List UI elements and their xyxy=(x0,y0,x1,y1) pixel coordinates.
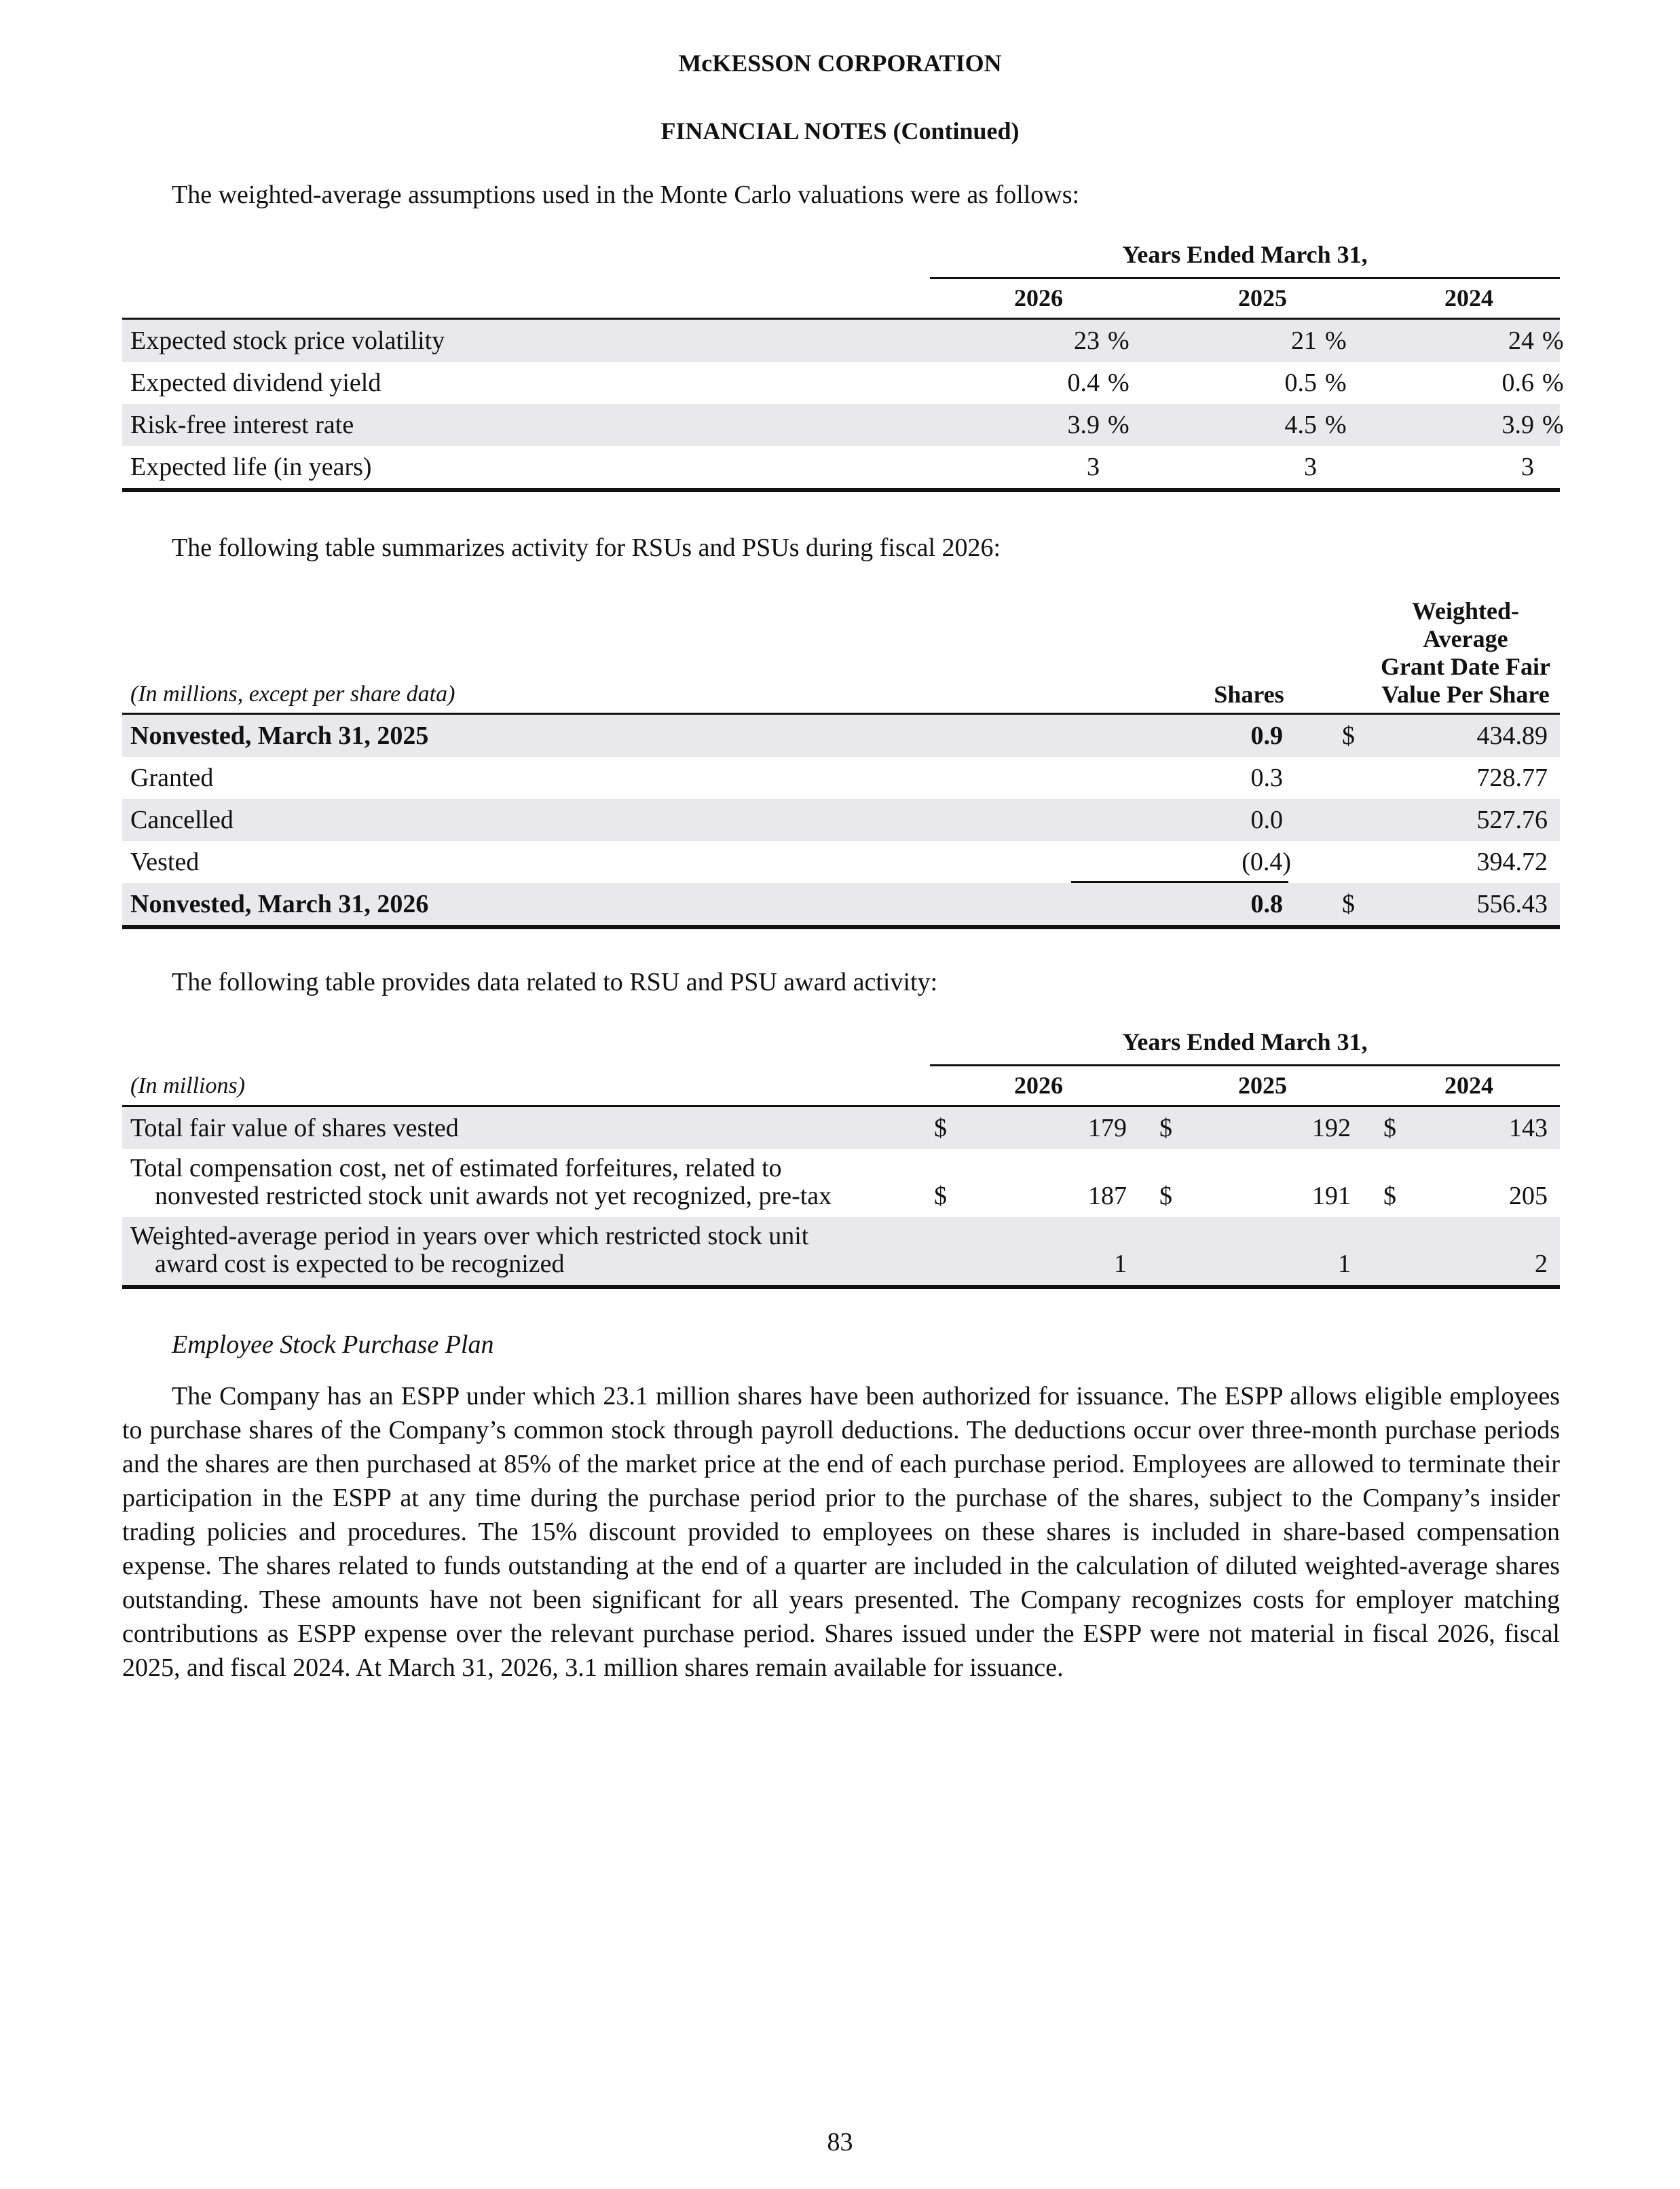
monte-carlo-table xyxy=(122,238,1564,495)
wa-value: 556.43 xyxy=(1476,890,1548,918)
espp-body xyxy=(122,1379,1560,1685)
currency-sign: $ xyxy=(1342,890,1355,918)
wa-header-line: Weighted- xyxy=(1412,597,1519,624)
year-header-2025: 2025 xyxy=(1238,1072,1287,1099)
percent-sign: % xyxy=(1108,326,1130,355)
table-bottom-rule xyxy=(122,925,1560,929)
wa-value: 434.89 xyxy=(1476,722,1548,750)
table-bottom-rule xyxy=(122,1285,1560,1289)
rsu-activity-intro: The following table summarizes activity for RSUs and PSUs during fiscal 2026: xyxy=(172,534,1001,562)
table-row xyxy=(122,404,1564,446)
table-row xyxy=(122,715,1560,757)
value-2025: 191 xyxy=(1312,1182,1351,1210)
table-row xyxy=(122,1149,1560,1217)
wa-value: 394.72 xyxy=(1476,848,1548,876)
table-bottom-rule xyxy=(122,488,1560,492)
shares-value: 0.8 xyxy=(1250,890,1283,918)
value-2026: 23 xyxy=(1074,326,1100,355)
award-activity-intro: The following table provides data related to RSU and PSU award activity: xyxy=(172,968,938,996)
percent-sign: % xyxy=(1325,369,1347,397)
year-header-2026: 2026 xyxy=(1014,1072,1063,1099)
value-2024: 3 xyxy=(1521,453,1534,481)
year-header-2024: 2024 xyxy=(1444,284,1493,312)
percent-sign: % xyxy=(1542,326,1564,355)
row-label: Nonvested, March 31, 2026 xyxy=(130,890,429,918)
row-label: Cancelled xyxy=(130,806,234,834)
currency-sign: $ xyxy=(934,1182,947,1210)
value-2026: 3.9 xyxy=(1067,411,1100,439)
wa-value: 728.77 xyxy=(1476,764,1548,792)
row-label: Expected life (in years) xyxy=(130,453,372,481)
table-row xyxy=(122,841,1560,883)
table-group-header: Years Ended March 31, xyxy=(1122,1028,1368,1055)
value-2026: 3 xyxy=(1087,453,1100,481)
wa-header-line: Grant Date Fair xyxy=(1381,653,1550,680)
header-rule xyxy=(930,277,1560,279)
row-label: Vested xyxy=(130,848,200,876)
wa-header-line: Average xyxy=(1423,625,1508,652)
value-2024: 0.6 xyxy=(1501,369,1534,397)
percent-sign: % xyxy=(1325,326,1347,355)
wa-value: 527.76 xyxy=(1476,806,1548,834)
row-label-line: Weighted-average period in years over which restricted stock unit xyxy=(130,1222,809,1250)
shares-value: 0.9 xyxy=(1250,722,1283,750)
row-label-line: nonvested restricted stock unit awards not yet recognized, pre-tax xyxy=(155,1182,832,1210)
table-row xyxy=(122,362,1564,404)
row-label: Expected dividend yield xyxy=(130,369,381,397)
table-row xyxy=(122,799,1560,841)
shares-header: Shares xyxy=(1214,681,1284,708)
value-2025: 21 xyxy=(1291,326,1317,355)
row-label: Total fair value of shares vested xyxy=(130,1114,459,1142)
row-label: Expected stock price volatility xyxy=(130,326,445,355)
row-label-line: Total compensation cost, net of estimated forfeitures, related to xyxy=(130,1154,782,1182)
currency-sign: $ xyxy=(1383,1114,1396,1142)
year-header-2025: 2025 xyxy=(1238,284,1287,312)
page-number: 83 xyxy=(827,2128,853,2156)
monte-carlo-intro: The weighted-average assumptions used in the Monte Carlo valuations were as follows: xyxy=(172,181,1080,209)
percent-sign: % xyxy=(1108,369,1130,397)
company-name: McKESSON CORPORATION xyxy=(678,50,1002,77)
value-2024: 143 xyxy=(1509,1114,1548,1142)
shares-value: 0.0 xyxy=(1250,806,1283,834)
currency-sign: $ xyxy=(1342,722,1355,750)
row-label xyxy=(130,1222,808,1278)
year-header-2026: 2026 xyxy=(1014,284,1063,312)
shares-value: 0.3 xyxy=(1250,764,1283,792)
year-header-2024: 2024 xyxy=(1444,1072,1493,1099)
wa-header-line: Value Per Share xyxy=(1381,681,1550,708)
table-row xyxy=(122,446,1560,488)
currency-sign: $ xyxy=(934,1114,947,1142)
currency-sign: $ xyxy=(1159,1182,1172,1210)
table-row xyxy=(122,1107,1560,1149)
table-row xyxy=(122,883,1560,925)
value-2025: 3 xyxy=(1304,453,1317,481)
shares-value: (0.4) xyxy=(1242,848,1291,876)
percent-sign: % xyxy=(1542,369,1564,397)
row-label: Risk-free interest rate xyxy=(130,411,354,439)
espp-paragraph: The Company has an ESPP under which 23.1 million shares have been authorized for issuance. The ESPP allows eligible employees to purchase shares of the Company’s common stock through payroll deductions. The deductions occur over three-month purchase periods and the shares are then purchased at 85% of the market price at the end of each purchase period. Employees are allowed to terminate their participation in the ESPP at any time during the purchase period prior to the purchase of the shares, subject to the Company’s insider trading policies and procedures. The 15% discount provided to employees on these shares is included in share-based compensation expense. The shares related to funds outstanding at the end of a quarter are included in the calculation of diluted weighted-average shares outstanding. These amounts have not been significant for all years presented. The Company recognizes costs for employer matching contributions as ESPP expense over the relevant purchase period. Shares issued under the ESPP were not material in fiscal 2026, fiscal 2025, and fiscal 2024. At March 31, 2026, 3.1 million shares remain available for issuance. xyxy=(122,1382,1560,1682)
header-rule xyxy=(930,1064,1560,1066)
section-title: FINANCIAL NOTES (Continued) xyxy=(660,117,1020,145)
value-2026: 179 xyxy=(1088,1114,1127,1142)
value-2025: 4.5 xyxy=(1284,411,1317,439)
value-2026: 187 xyxy=(1088,1182,1127,1210)
table-row xyxy=(122,320,1564,362)
unit-note: (In millions) xyxy=(130,1073,246,1098)
currency-sign: $ xyxy=(1383,1182,1396,1210)
value-2024: 205 xyxy=(1509,1182,1548,1210)
row-label xyxy=(130,1155,832,1210)
row-label: Granted xyxy=(130,764,214,792)
percent-sign: % xyxy=(1325,411,1347,439)
percent-sign: % xyxy=(1542,411,1564,439)
value-2025: 0.5 xyxy=(1284,369,1317,397)
value-2025: 192 xyxy=(1312,1114,1351,1142)
row-label-line: award cost is expected to be recognized xyxy=(155,1250,565,1278)
award-activity-table xyxy=(122,1025,1560,1290)
value-2025: 1 xyxy=(1338,1250,1351,1278)
row-label: Nonvested, March 31, 2025 xyxy=(130,722,429,750)
unit-note: (In millions, except per share data) xyxy=(130,681,455,707)
table-row xyxy=(122,1217,1560,1285)
value-2024: 2 xyxy=(1535,1250,1548,1278)
currency-sign: $ xyxy=(1159,1114,1172,1142)
rsu-activity-table xyxy=(122,596,1560,929)
table-row xyxy=(122,757,1560,799)
value-2026: 0.4 xyxy=(1067,369,1100,397)
value-2024: 3.9 xyxy=(1501,411,1534,439)
wa-value-header xyxy=(1371,597,1560,709)
value-2026: 1 xyxy=(1114,1250,1127,1278)
percent-sign: % xyxy=(1108,411,1130,439)
table-group-header: Years Ended March 31, xyxy=(1122,241,1368,268)
value-2024: 24 xyxy=(1508,326,1534,355)
espp-heading: Employee Stock Purchase Plan xyxy=(172,1330,494,1359)
